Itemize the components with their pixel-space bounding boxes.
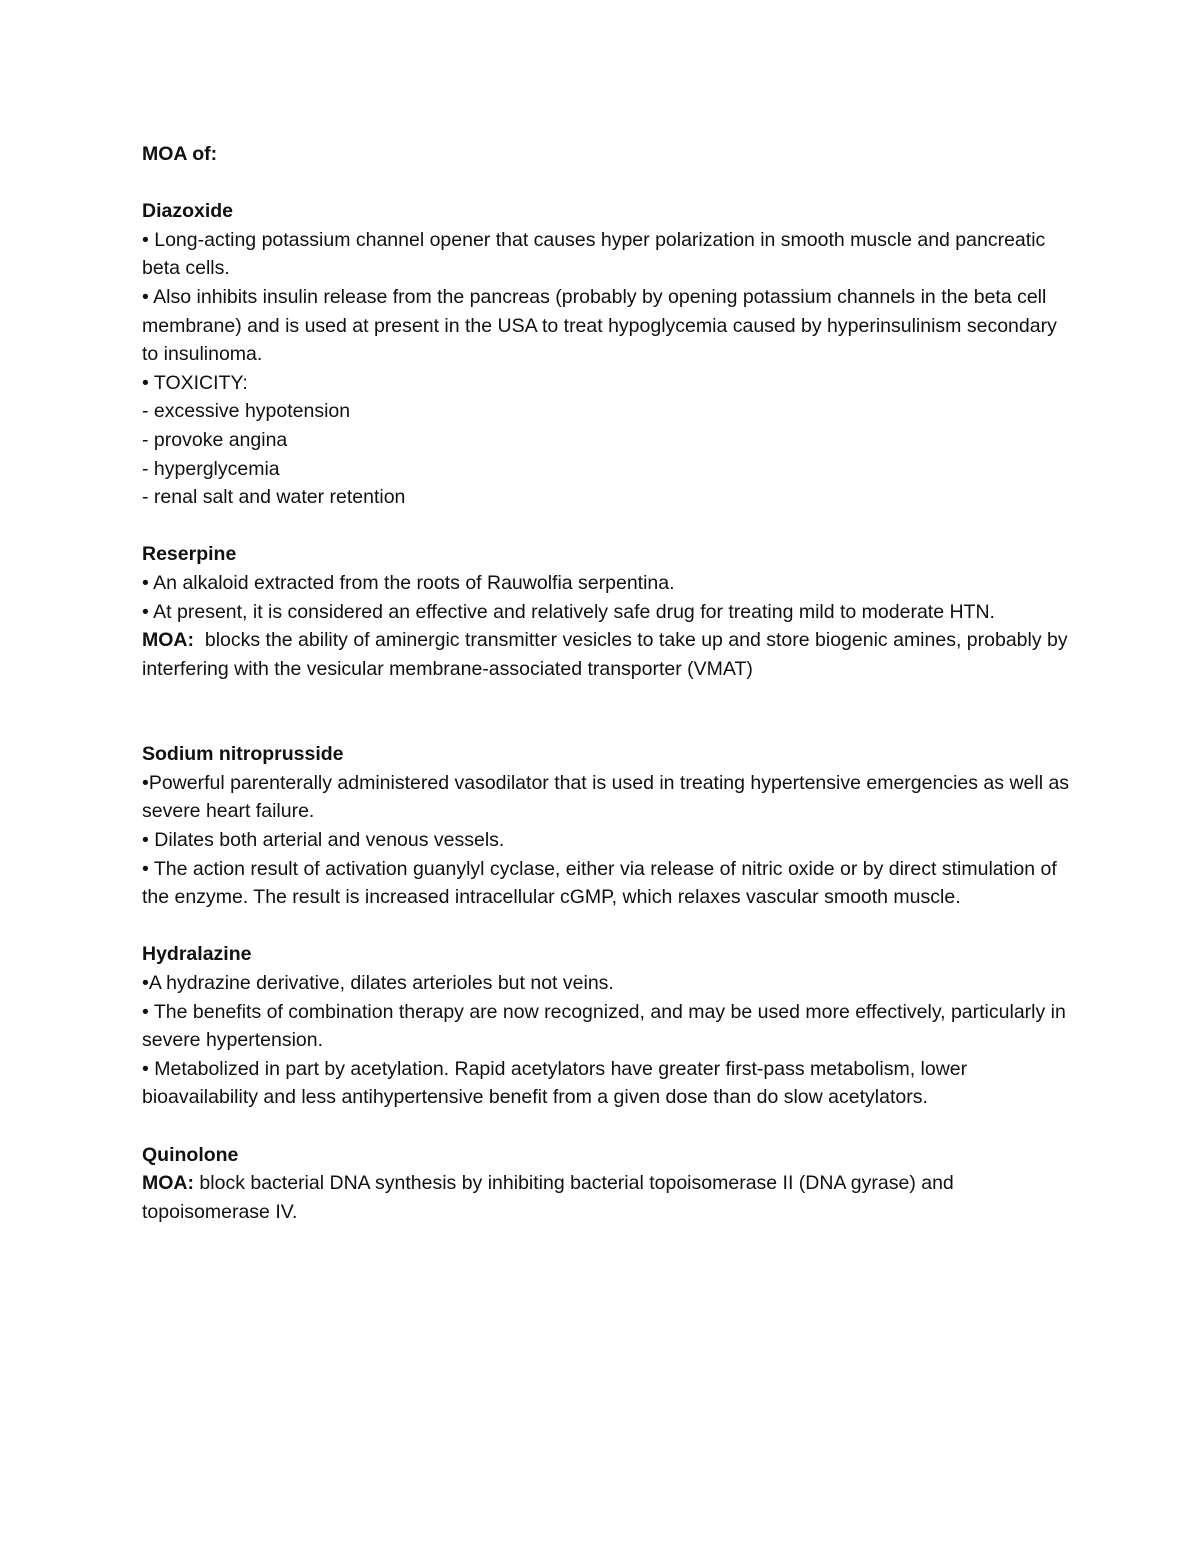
moa-text: blocks the ability of aminergic transmitter vesicles to take up and store biogenic amines, probably by interfering with the vesicular membrane-associated transporter (VMAT) [142,629,1068,680]
bullet-line: • TOXICITY: [142,371,248,394]
bullet-line: • The action result of activation guanylyl cyclase, either via release of nitric oxide or by direct stimulation of the enzyme. The result is increased intracellular cGMP, which relaxes vascular smooth muscle. [142,857,1057,909]
section-heading: Reserpine [142,543,237,566]
spacer [142,683,1072,740]
section-quinolone [142,1141,1072,1227]
section-heading: Sodium nitroprusside [142,743,344,766]
toxicity-item: - provoke angina [142,428,288,451]
section-diazoxide [142,197,1072,512]
moa-paragraph [142,1169,1072,1226]
bullet-line: • The benefits of combination therapy are now recognized, and may be used more effectively, particularly in severe hypertension. [142,1000,1066,1052]
section-heading: Hydralazine [142,943,252,966]
bullet-line: • Metabolized in part by acetylation. Rapid acetylators have greater first-pass metabolism, lower bioavailability and less antihypertensive benefit from a given dose than do slow acetylators. [142,1057,968,1109]
section-hydralazine [142,940,1072,1112]
document-title: MOA of: [142,143,218,165]
bullet-line: • Dilates both arterial and venous vessels. [142,829,505,852]
section-heading: Diazoxide [142,200,234,223]
moa-label: MOA: [142,1172,194,1195]
moa-text: block bacterial DNA synthesis by inhibiting bacterial topoisomerase II (DNA gyrase) and topoisomerase IV. [142,1172,954,1223]
toxicity-item: - hyperglycemia [142,457,280,480]
moa-paragraph [142,626,1072,683]
spacer [142,1112,1072,1141]
toxicity-item: - excessive hypotension [142,400,351,423]
section-heading: Quinolone [142,1143,239,1166]
section-sodium-nitroprusside [142,740,1072,912]
spacer [142,912,1072,941]
bullet-line: • An alkaloid extracted from the roots of Rauwolfia serpentina. [142,571,675,594]
document-body [142,140,1072,1226]
section-reserpine [142,540,1072,683]
spacer [142,512,1072,541]
bullet-line: •A hydrazine derivative, dilates arterioles but not veins. [142,972,614,995]
moa-label: MOA: [142,629,194,652]
spacer [142,169,1072,198]
bullet-line: • Also inhibits insulin release from the pancreas (probably by opening potassium channels in the beta cell membrane) and is used at present in the USA to treat hypoglycemia caused by hyperinsulinism secondary to insulinoma. [142,285,1057,366]
bullet-line: • At present, it is considered an effective and relatively safe drug for treating mild to moderate HTN. [142,600,995,623]
bullet-line: •Powerful parenterally administered vasodilator that is used in treating hypertensive emergencies as well as severe heart failure. [142,771,1070,823]
toxicity-item: - renal salt and water retention [142,486,406,509]
bullet-line: • Long-acting potassium channel opener that causes hyper polarization in smooth muscle and pancreatic beta cells. [142,228,1046,280]
